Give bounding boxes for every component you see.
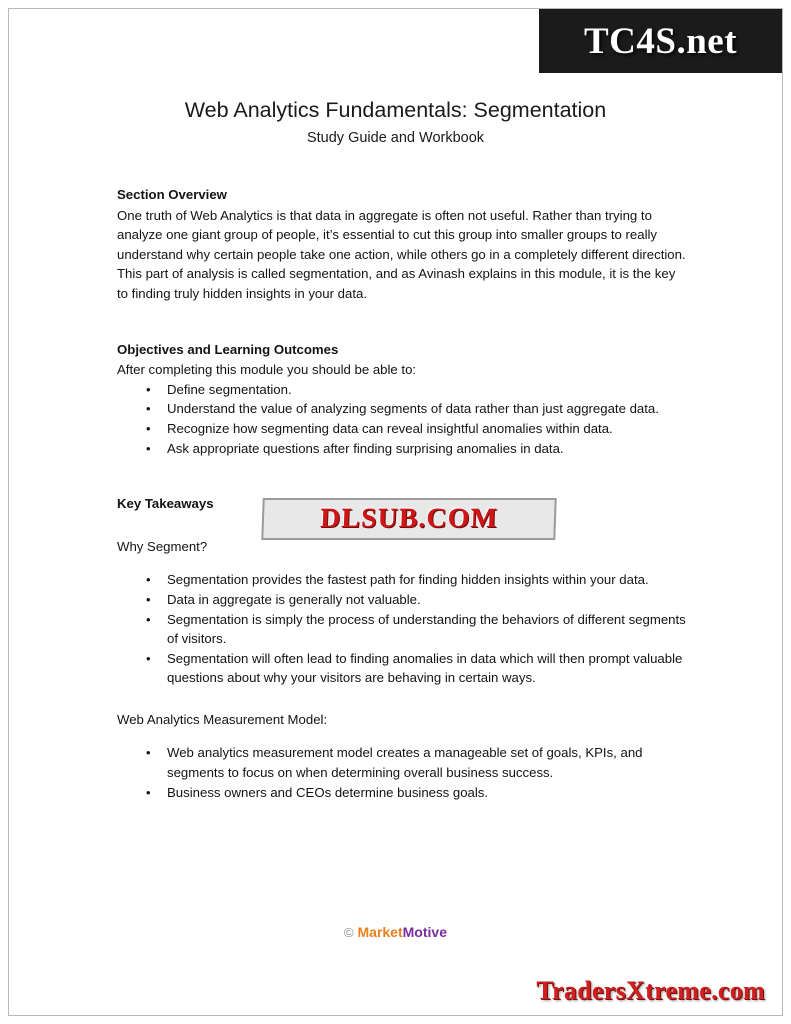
watermark-top-right: TC4S.net — [539, 9, 782, 73]
bullet-icon: • — [146, 745, 151, 761]
bullet-icon: • — [146, 381, 151, 397]
bullet-icon: • — [146, 572, 151, 588]
list-item-text: Segmentation provides the fastest path for finding hidden insights within your data. — [167, 572, 649, 588]
list-item-text: Define segmentation. — [167, 381, 292, 397]
list-item — [117, 399, 689, 419]
list-item-text: Segmentation is simply the process of understanding the behaviors of different segments of visitors. — [167, 611, 686, 647]
subsection-label-why-segment: Why Segment? — [117, 538, 208, 554]
spacer — [117, 304, 689, 340]
why-segment-bullet-list — [117, 570, 689, 688]
spacer — [117, 458, 689, 494]
list-item-text: Data in aggregate is generally not valuable. — [167, 591, 421, 607]
list-item — [117, 380, 689, 400]
list-item — [117, 649, 689, 688]
list-item-text: Understand the value of analyzing segments of data rather than just aggregate data. — [167, 401, 659, 417]
document-page — [8, 8, 783, 1016]
document-content — [117, 185, 689, 802]
list-item-text: Recognize how segmenting data can reveal insightful anomalies within data. — [167, 420, 613, 436]
document-body — [9, 9, 782, 1015]
bullet-icon: • — [146, 420, 151, 436]
brand-name-part1: Market — [357, 924, 403, 940]
list-item-text: Ask appropriate questions after finding surprising anomalies in data. — [167, 440, 564, 456]
bullet-icon: • — [146, 401, 151, 417]
measurement-model-bullet-list — [117, 743, 689, 802]
section-heading-objectives: Objectives and Learning Outcomes — [117, 341, 339, 357]
watermark-bottom-right: TradersXtreme.com — [536, 976, 765, 1005]
section-paragraph-objectives: After completing this module you should be able to: — [117, 362, 417, 378]
footer-brand-logo — [9, 924, 782, 940]
spacer — [117, 556, 689, 570]
list-item-text: Segmentation will often lead to finding anomalies in data which will then prompt valuable questions about why your visitors are behaving in certain ways. — [167, 650, 683, 686]
list-item — [117, 783, 689, 803]
list-item — [117, 439, 689, 459]
subsection-label-measurement-model: Web Analytics Measurement Model: — [117, 711, 328, 727]
list-item-text: Business owners and CEOs determine business goals. — [167, 784, 489, 800]
list-item — [117, 570, 689, 590]
bullet-icon: • — [146, 611, 151, 627]
watermark-center: DLSUB.COM — [261, 498, 556, 540]
objectives-bullet-list — [117, 380, 689, 458]
page-title: Web Analytics Fundamentals: Segmentation — [184, 98, 607, 122]
bullet-icon: • — [146, 650, 151, 666]
page-subtitle: Study Guide and Workbook — [306, 130, 485, 146]
section-heading-key-takeaways: Key Takeaways — [117, 496, 214, 512]
spacer — [117, 729, 689, 743]
list-item — [117, 590, 689, 610]
copyright-icon: © — [344, 925, 354, 940]
list-item — [117, 743, 689, 782]
list-item-text: Web analytics measurement model creates a manageable set of goals, KPIs, and segments to focus on when determining overall business success. — [167, 745, 643, 781]
list-item — [117, 419, 689, 439]
spacer — [117, 688, 689, 710]
section-paragraph-overview: One truth of Web Analytics is that data in aggregate is often not useful. Rather than trying to analyze one giant group of people, it’s essential to cut this group into smaller groups to really understand why certain people take one action, while others go in a completely different direction. This part of analysis is called segmentation, and as Avinash explains in this module, it is the key to finding truly hidden insights in your data. — [117, 207, 686, 301]
section-heading-overview: Section Overview — [117, 187, 227, 202]
bullet-icon: • — [146, 440, 151, 456]
brand-name-part2: Motive — [402, 924, 447, 940]
list-item — [117, 610, 689, 649]
bullet-icon: • — [146, 591, 151, 607]
bullet-icon: • — [146, 784, 151, 800]
